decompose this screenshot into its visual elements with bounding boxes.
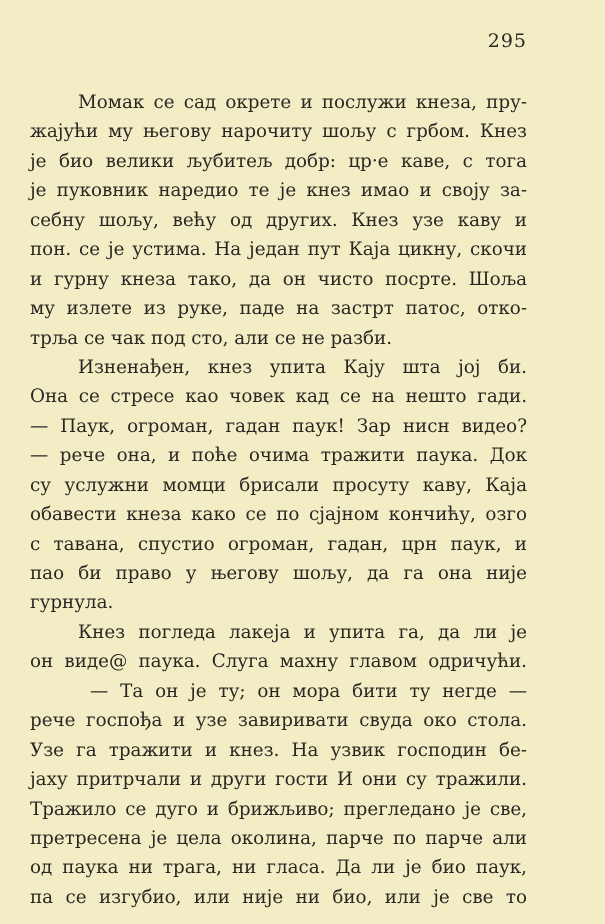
text-line: — Паук, огроман, гадан паук! Зар нисн видео? [30, 415, 527, 437]
text-line: пао би право у његову шољу, да га она није [30, 563, 527, 584]
text-line: обавести кнеза како се по сјајном кончићу, озго [30, 504, 527, 526]
text-line: па се изгубио, или није ни био, или је све то [30, 886, 527, 908]
text-line: себну шољу, већу од других. Кнез узе каву и [30, 209, 527, 231]
text-line: Тражило се дуго и брижљиво; прегледано је све, [30, 798, 527, 820]
text-line: Кнез погледа лакеја и упита га, да ли је [78, 621, 527, 643]
page-number: 295 [487, 30, 527, 52]
text-line: Она се стресе као човек кад се на нешто гади. [30, 386, 527, 408]
text-line: претресена је цела околина, парче по парче али [30, 827, 527, 849]
text-line: с тавана, спустио огроман, гадан, црн паук, и [30, 533, 527, 555]
text-line: — рече она, и поће очима тражити паука. Док [30, 445, 527, 467]
text-line: — Та он је ту; он мора бити ту негде — [90, 680, 527, 702]
text-line: јаху притрчали и други гости И они су тражили. [30, 769, 527, 791]
text-line: гурнула. [30, 592, 114, 614]
body-text [30, 88, 527, 912]
text-line: је пуковник наредио те је кнез имао и своју за- [30, 180, 527, 202]
text-line: је био велики љубитељ добр: цр·е каве, с тога [30, 150, 527, 172]
text-line: и гурну кнеза тако, да он чисто посрте. Шоља [30, 268, 527, 290]
text-line: жајући му његову нарочиту шољу с грбом. Кнез [30, 121, 527, 143]
text-line: му излете из руке, паде на застрт патос, откo- [30, 298, 527, 320]
text-line: су услужни момци брисали просуту каву, Каја [30, 474, 527, 496]
text-line: трља се чак под сто, али се не разби. [30, 327, 393, 349]
text-line: Момак се сад окрете и послужи кнеза, пру- [78, 92, 527, 113]
text-line: рече госпођа и узе завиривати свуда око стола. [30, 710, 527, 732]
text-line: он виде@ паука. Слуга махну главом одричући. [30, 651, 527, 673]
text-line: Изненађен, кнез упита Кају шта јој би. [78, 356, 527, 378]
text-line: од паука ни трага, ни гласа. Да ли је био паук, [30, 857, 527, 879]
text-line: пон. се је устима. На један пут Каја цикну, скочи [30, 239, 527, 261]
text-line: Узе га тражити и кнез. На узвик господин бе- [30, 739, 527, 761]
